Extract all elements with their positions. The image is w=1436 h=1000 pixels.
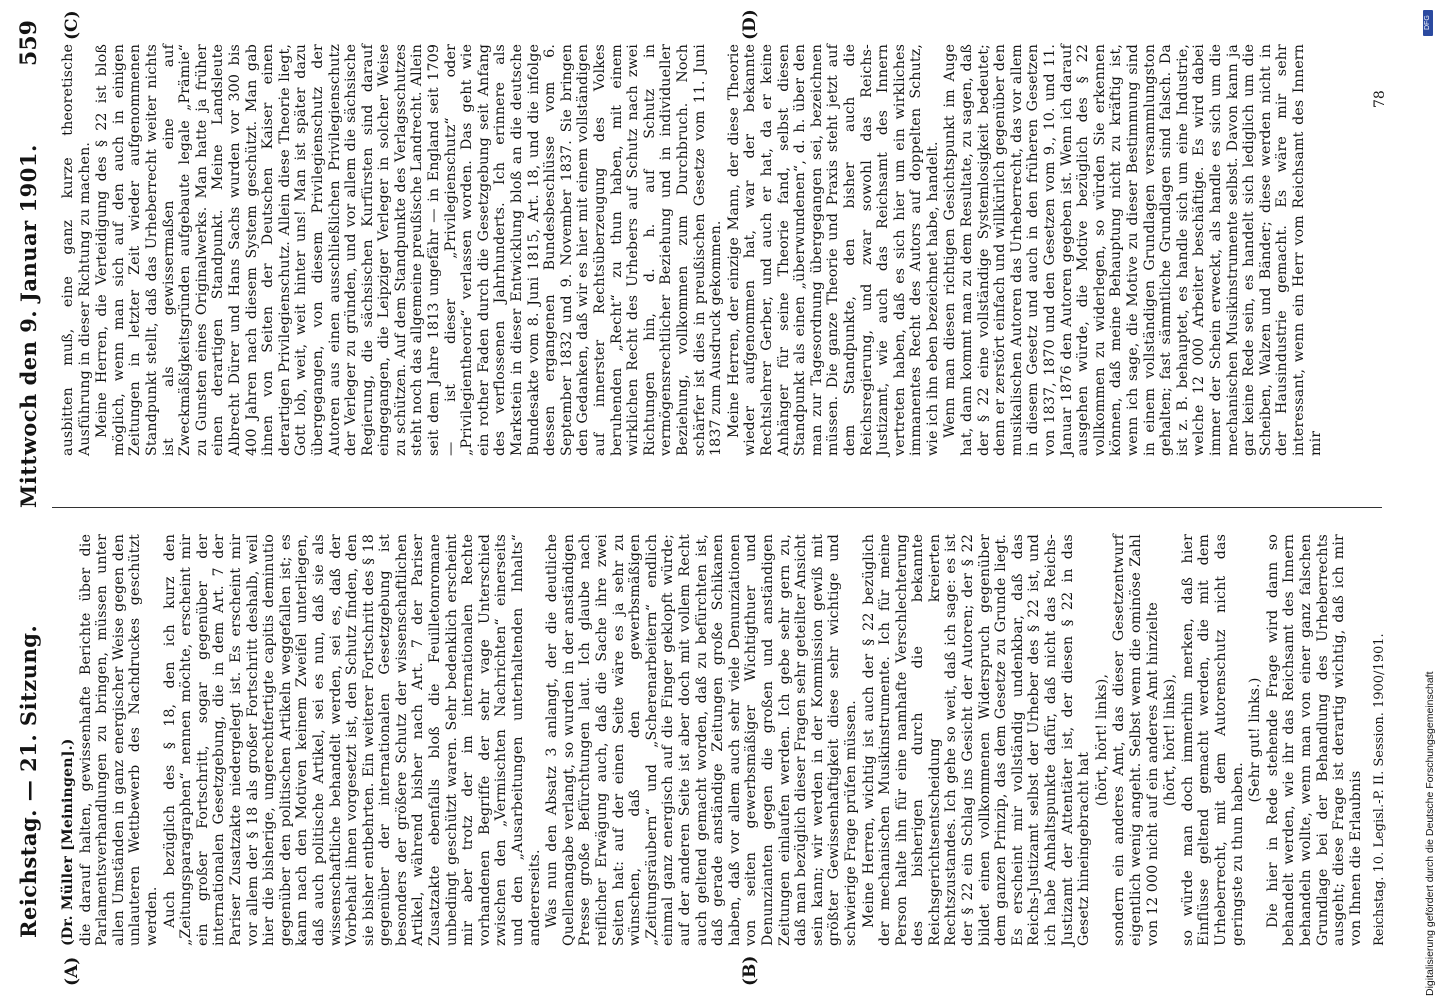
- left-column: [60, 534, 1365, 946]
- paragraph: Meine Herren, die Verteidigung des § 22 ist bloß möglich, wenn man sich auf den auch in einigen Zeitungen in letzter Zeit wieder aufgenommenen Standpunkt stellt, daß das Urheberrecht weiter nichts ist als gewissermaßen eine auf Zweckmäßigkeitsgründen aufgebaute legale „Prämie“ zu Gunsten eines Originalwerks. Man hatte ja früher einen derartigen Standpunkt. Meine Landsleute Albrecht Dürer und Hans Sachs wurden vor 300 bis 400 Jahren nach diesem System geschützt. Man gab ihnen von Seiten der Deutschen Kaiser einen derartigen Privilegienschutz. Allein diese Theorie liegt, Gott lob, weit, weit hinter uns! Man ist später dazu übergegangen, von diesem Privilegienschutz der Autoren aus einen ausschließlichen Privilegienschutz der Verleger zu gründen, und vor allem die sächsische Regierung, die sächsischen Kurfürsten sind darauf eingegangen, die Leipziger Verleger in solcher Weise zu schützen. Auf dem Standpunkte des Verlagsschutzes steht noch das allgemeine preußische Landrecht. Allein seit dem Jahre 1813 ungefähr — in England seit 1709 — ist dieser „Privilegienschutz“ oder „Privilegientheorie“ verlassen worden. Das geht wie ein rother Faden durch die Gesetzgebung seit Anfang des verflossenen Jahrhunderts. Ich erinnere als Markstein in dieser Entwicklung bloß an die deutsche Bundesakte vom 8. Juni 1815, Art. 18, und die infolge dessen ergangenen Bundesbeschlüsse vom 6. September 1832 und 9. November 1837. Sie bringen den Gedanken, daß wir es hier mit einem vollständigen auf innerster Rechtsüberzeugung des Volkes beruhenden „Recht“ zu thun haben, mit einem wirklichen Recht des Urhebers auf Schutz nach zwei Richtungen hin, d. h. auf Schutz in vermögensrechtlicher Beziehung und in individueller Beziehung, vollkommen zum Durchbruch. Noch schärfer ist dies in preußischen Gesetze vom 11. Juni 1837 zum Ausdruck gekommen.: [94, 44, 725, 456]
- interjection: (Sehr gut! links.): [1247, 677, 1264, 803]
- dfg-funding-notice: Digitalisierung gefördert durch die Deutsche Forschungsgemeinschaft: [1424, 671, 1436, 996]
- speaker-label: (Dr. Müller [Meiningen].): [60, 738, 76, 946]
- paragraph: die darauf halten, gewissenhafte Berichte über die Parlamentsverhandlungen zu bringen, müssen unter allen Umständen in ganz energischer Weise gegen den unlauteren Wettbewerb des Nachdruckes geschützt werden.: [77, 534, 160, 946]
- page-content: [10, 9, 1405, 988]
- margin-marker-d: (D): [740, 9, 760, 40]
- paragraph: Wenn man diesen richtigen Gesichtspunkt im Auge hat, dann kommt man zu dem Resultate, zu sagen, daß der § 22 eine vollständige Systemlosigkeit bedeutet; denn er zerstört einfach und willkürlich gegenüber den musikalischen Autoren das Urheberrecht, das vor allem in diesem Gesetz und auch in den früheren Gesetzen von 1837, 1870 und den Gesetzen vom 9., 10. und 11. Januar 1876 den Autoren gegeben ist. Wenn ich darauf ausgehen würde, die Motive bezüglich des § 22 vollkommen zu widerlegen, so würden Sie erkennen können, daß meine Behauptung nicht zu kräftig ist, wenn ich sage, die Motive zu dieser Bestimmung sind in einem vollständigen Grundlagen versammlungston gehalten; fast sämmtliche Grundlagen sind falsch. Da ist z. B. behauptet, es handle sich um eine Industrie, welche 12 000 Arbeiter beschäftige. Es wird dabei immer der Schein erweckt, als handle es sich um die mechanischen Musikinstrumente selbst. Davon kann ja gar keine Rede sein, es handelt sich lediglich um die Scheiben, Walzen und Bänder; diese werden nicht in der Hausindustrie gemacht. Es wäre mir sehr interessant, wenn ein Herr vom Reichsamt des Innern mir: [942, 44, 1324, 456]
- right-column: [60, 44, 1325, 456]
- paragraph: Was nun den Absatz 3 anlangt, der die deutliche Quellenangabe verlangt, so wurden in der anständigen Presse große Befürchtungen laut. Ich glaube nach reiflicher Erwägung auch, daß die Sache ihre zwei Seiten hat: auf der einen Seite wäre es ja sehr zu wünschen, daß den gewerbsmäßigen „Zeitungsräubern“ und „Scherenarbeitern“ endlich einmal ganz energisch auf die Finger geklopft würde; auf der anderen Seite ist aber doch mit vollem Recht auch geltend gemacht worden, daß zu befürchten ist, daß gerade anständige Zeitungen große Schikanen haben, daß vor allem auch sehr viele Denunziationen von seiten gewerbsmäßiger Wichtigthuer und Denunzianten gegen die großen und anständigen Zeitungen einlaufen werden. Ich gebe sehr gern zu, daß man bezüglich dieser Fragen sehr geteilter Ansicht sein kann; wir werden in der Kommission gewiß mit größter Gewissenhaftigkeit diese sehr wichtige und schwierige Frage prüfen müssen.: [544, 534, 859, 946]
- page-number: 559: [16, 20, 42, 66]
- column-divider: [52, 507, 1382, 508]
- page-header: [10, 12, 50, 988]
- paragraph: ausbitten muß, eine ganz kurze theoretische Ausführung in dieser Richtung zu machen.: [60, 44, 93, 456]
- paragraph: so würde man doch immerhin merken, daß hier Einflüsse geltend gemacht werden, die mit dem Urheberrecht, mit dem Autorenschutz nicht das geringste zu thun haben.: [1179, 534, 1246, 946]
- paragraph: Auch bezüglich des § 18, den ich kurz den „Zeitungsparagraphen“ nennen möchte, erscheint mir ein großer Fortschritt, sogar gegenüber der internationalen Gesetzgebung, die in dem Art. 7 der Pariser Zusatzakte niedergelegt ist. Es erscheint mir vor allem der § 18 als großer Fortschritt deshalb, weil hier die bisherige, ungerechtfertigte capitis deminutio gegenüber den politischen Artikeln weggefallen ist; es kann nach den Motiven keinem Zweifel unterliegen, daß auch politische Artikel, sei es nun, daß sie als wissenschaftliche behandelt werden, sei es, daß der Vorbehalt ihnen vorgesetzt ist, den Schutz finden, den sie bisher entbehrten. Ein weiterer Fortschritt des § 18 gegenüber der internationalen Gesetzgebung ist besonders der größere Schutz der wissenschaftlichen Artikel, während bisher nach Art. 7 der Pariser Zusatzakte ebenfalls bloß die Feuilletonromane unbedingt geschützt waren. Sehr bedenklich erscheint mir aber trotz der im internationalen Rechte vorhandenen Begriffe der sehr vage Unterschied zwischen den „Vermischten Nachrichten“ einerseits und den „Ausarbeitungen unterhaltenden Inhalts“ andererseits.: [161, 534, 543, 946]
- paragraph: Die hier in Rede stehende Frage wird dann so behandelt werden, wie ihr das Reichsamt des Innern behandeln wollte, wenn man von einer ganz falschen Grundlage bei der Behandlung des Urheberrechts ausgeht; diese Frage ist derartig wichtig, daß ich mir von Ihnen die Erlaubnis: [1264, 534, 1364, 946]
- margin-marker-b: (B): [740, 955, 760, 986]
- paragraph: Meine Herren, wichtig ist auch der § 22 bezüglich der mechanischen Musikinstrumente. Ich für meine Person halte ihn für eine namhafte Verschlechterung des bisherigen durch die bekannte Reichsgerichtsentscheidung kreierten Rechtszustandes. Ich gehe so weit, daß ich sage: es ist der § 22 ein Schlag ins Gesicht der Autoren; der § 22 bildet einen vollkommenen Widerspruch gegenüber dem ganzen Prinzip, das dem Gesetze zu Grunde liegt. Es erscheint mir vollständig undenkbar, daß das Reichs-Justizamt selbst der Urheber des § 22 ist, und ich habe Anhaltspunkte dafür, daß nicht das Reichs-Justizamt der Attentäter ist, der diesen § 22 in das Gesetz hineingebracht hat: [860, 534, 1093, 946]
- footer-session-info: Reichstag. 10. Legisl.-P. II. Session. 1900/1901.: [1372, 633, 1387, 946]
- footer-sheet-number: 78: [1372, 90, 1388, 108]
- paragraph: sondern ein anderes Amt, das dieser Gesetzentwurf eigentlich wenig angeht. Selbst wenn die ominöse Zahl von 12 000 nicht auf ein anderes Amt hinzielte: [1111, 534, 1161, 946]
- interjection: (hört, hört! links),: [1162, 673, 1179, 807]
- dfg-logo-icon: DFG: [1423, 10, 1433, 36]
- paragraph: Meine Herren, der einzige Mann, der diese Theorie wieder aufgenommen hat, war der bekannte Rechtslehrer Gerber, und auch er hat, da er keine Anhänger für seine Theorie fand, selbst diesen Standpunkt als einen „überwundenen“, d. h. über den man zur Tagesordnung übergegangen sei, bezeichnen müssen. Die ganze Theorie und Praxis steht jetzt auf dem Standpunkte, den bisher auch die Reichsregierung, und zwar sowohl das Reichs-Justizamt, wie auch das Reichsamt des Innern vertreten haben, daß es sich hier um ein wirkliches immanentes Recht des Autors auf doppelten Schutz, wie ich ihn eben bezeichnet habe, handelt.: [725, 44, 941, 456]
- interjection: (hört, hört! links),: [1093, 673, 1110, 807]
- header-session: Reichstag. — 21. Sitzung.: [16, 624, 41, 938]
- header-date: Mittwoch den 9. Januar 1901.: [16, 144, 41, 508]
- margin-marker-c: (C): [62, 10, 82, 40]
- margin-marker-a: (A): [62, 956, 82, 986]
